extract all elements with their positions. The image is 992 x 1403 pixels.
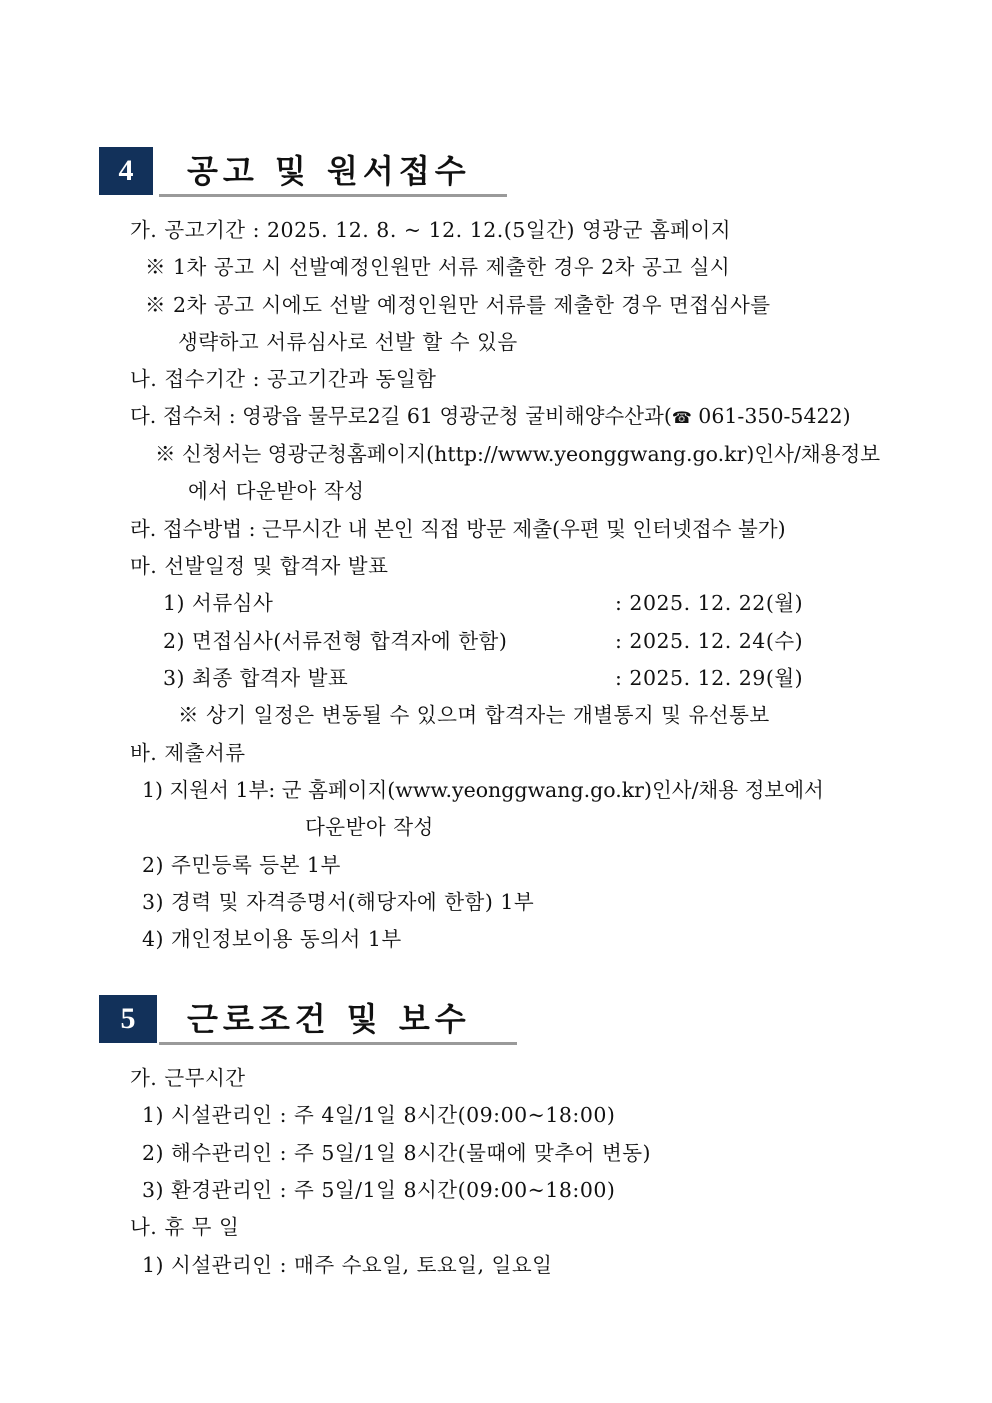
working-hours-item: 1) 시설관리인 : 주 4일/1일 8시간(09:00~18:00) (142, 1103, 616, 1127)
working-hours-item: 3) 환경관리인 : 주 5일/1일 8시간(09:00~18:00) (142, 1178, 616, 1202)
schedule-item: 3) 최종 합격자 발표 (163, 666, 349, 690)
schedule-date: : 2025. 12. 29(월) (615, 666, 804, 690)
application-form-note: ※ 신청서는 영광군청홈페이지(http://www.yeonggwang.go.kr)인사/채용정보 (155, 442, 881, 466)
schedule-date: : 2025. 12. 24(수) (615, 629, 804, 653)
schedule-item: 1) 서류심사 (163, 591, 274, 615)
document-item: 4) 개인정보이용 동의서 1부 (142, 927, 402, 951)
documents-heading: 바. 제출서류 (130, 741, 246, 765)
holiday-item: 1) 시설관리인 : 매주 수요일, 토요일, 일요일 (142, 1253, 553, 1277)
selection-schedule-heading: 마. 선발일정 및 합격자 발표 (130, 554, 389, 578)
working-hours-heading: 가. 근무시간 (130, 1066, 246, 1090)
posting-note-2: ※ 2차 공고 시에도 선발 예정인원만 서류를 제출한 경우 면접심사를 (145, 293, 771, 317)
document-item: 1) 지원서 1부: 군 홈페이지(www.yeonggwang.go.kr)인사/채용 정보에서 (142, 778, 824, 802)
holidays-heading: 나. 휴 무 일 (130, 1215, 240, 1239)
section-title: 공고 및 원서접수 (187, 152, 471, 190)
section-underline (159, 194, 507, 197)
posting-note-1: ※ 1차 공고 시 선발예정인원만 서류 제출한 경우 2차 공고 실시 (145, 255, 731, 279)
section-underline (159, 1042, 517, 1045)
section-number-badge: 4 (99, 147, 153, 195)
reception-place-text: 다. 접수처 : 영광읍 물무로2길 61 영광군청 굴비해양수산과( (130, 404, 672, 428)
schedule-note: ※ 상기 일정은 변동될 수 있으며 합격자는 개별통지 및 유선통보 (178, 703, 770, 727)
schedule-date: : 2025. 12. 22(월) (615, 591, 804, 615)
reception-period: 나. 접수기간 : 공고기간과 동일함 (130, 367, 437, 391)
reception-method: 라. 접수방법 : 근무시간 내 본인 직접 방문 제출(우편 및 인터넷접수 불가) (130, 517, 786, 541)
posting-note-2-continued: 생략하고 서류심사로 선발 할 수 있음 (178, 330, 518, 354)
section-number-badge: 5 (99, 995, 157, 1043)
document-item: 2) 주민등록 등본 1부 (142, 853, 341, 877)
section-title: 근로조건 및 보수 (187, 1000, 471, 1038)
working-hours-item: 2) 해수관리인 : 주 5일/1일 8시간(물때에 맞추어 변동) (142, 1141, 652, 1165)
document-item-continued: 다운받아 작성 (305, 815, 434, 839)
posting-period: 가. 공고기간 : 2025. 12. 8. ~ 12. 12.(5일간) 영광군 홈페이지 (130, 218, 732, 242)
reception-phone: 061-350-5422) (691, 404, 851, 428)
phone-icon: ☎ (671, 408, 692, 427)
reception-place (130, 402, 851, 432)
schedule-item: 2) 면접심사(서류전형 합격자에 한함) (163, 629, 508, 653)
document-item: 3) 경력 및 자격증명서(해당자에 한함) 1부 (142, 890, 535, 914)
application-form-note-continued: 에서 다운받아 작성 (188, 479, 365, 503)
